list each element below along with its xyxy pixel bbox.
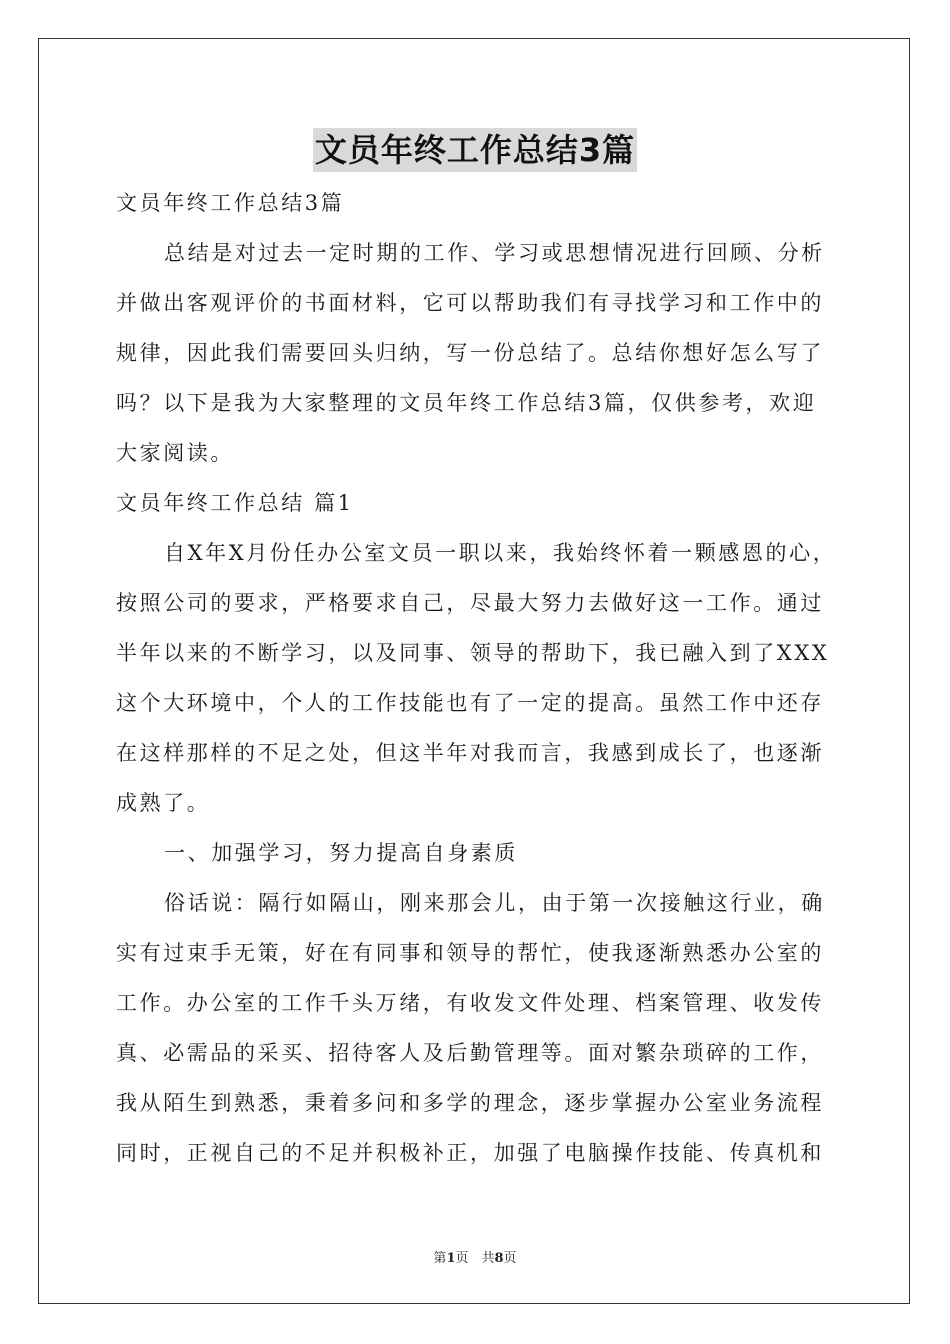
title-container xyxy=(0,128,950,172)
document-title: 文员年终工作总结3篇 xyxy=(313,128,637,172)
text-line: 在这样那样的不足之处，但这半年对我而言，我感到成长了，也逐渐 xyxy=(116,741,824,765)
text-line: 半年以来的不断学习，以及同事、领导的帮助下，我已融入到了XXX xyxy=(116,641,830,665)
footer-suffix: 页 xyxy=(503,1251,517,1266)
text-line: 总结是对过去一定时期的工作、学习或思想情况进行回顾、分析 xyxy=(164,241,825,265)
text-line: 实有过束手无策，好在有同事和领导的帮忙，使我逐渐熟悉办公室的 xyxy=(116,941,824,965)
footer-mid: 页 共 xyxy=(455,1251,495,1266)
text-line: 一、加强学习，努力提高自身素质 xyxy=(164,841,518,865)
text-line: 真、必需品的采买、招待客人及后勤管理等。面对繁杂琐碎的工作， xyxy=(116,1041,824,1065)
text-line: 文员年终工作总结3篇 xyxy=(116,191,345,215)
text-line: 同时，正视自己的不足并积极补正，加强了电脑操作技能、传真机和 xyxy=(116,1141,824,1165)
text-line: 工作。办公室的工作千头万绪，有收发文件处理、档案管理、收发传 xyxy=(116,991,824,1015)
text-line: 自X年X月份任办公室文员一职以来，我始终怀着一颗感恩的心， xyxy=(164,541,837,565)
text-line: 大家阅读。 xyxy=(116,441,234,465)
footer-total-pages: 8 xyxy=(494,1251,504,1266)
page-footer xyxy=(0,1247,950,1266)
text-line: 规律，因此我们需要回头归纳，写一份总结了。总结你想好怎么写了 xyxy=(116,341,824,365)
document-body xyxy=(116,178,836,1178)
text-line: 这个大环境中，个人的工作技能也有了一定的提高。虽然工作中还存 xyxy=(116,691,824,715)
text-line: 文员年终工作总结 篇1 xyxy=(116,491,354,515)
footer-prefix: 第 xyxy=(433,1251,447,1266)
text-line: 我从陌生到熟悉，秉着多问和多学的理念，逐步掌握办公室业务流程 xyxy=(116,1091,824,1115)
text-line: 俗话说：隔行如隔山，刚来那会儿，由于第一次接触这行业，确 xyxy=(164,891,825,915)
text-line: 按照公司的要求，严格要求自己，尽最大努力去做好这一工作。通过 xyxy=(116,591,824,615)
text-line: 吗？以下是我为大家整理的文员年终工作总结3篇，仅供参考，欢迎 xyxy=(116,391,817,415)
text-line: 并做出客观评价的书面材料，它可以帮助我们有寻找学习和工作中的 xyxy=(116,291,824,315)
footer-current-page: 1 xyxy=(446,1251,456,1266)
text-line: 成熟了。 xyxy=(116,791,211,815)
